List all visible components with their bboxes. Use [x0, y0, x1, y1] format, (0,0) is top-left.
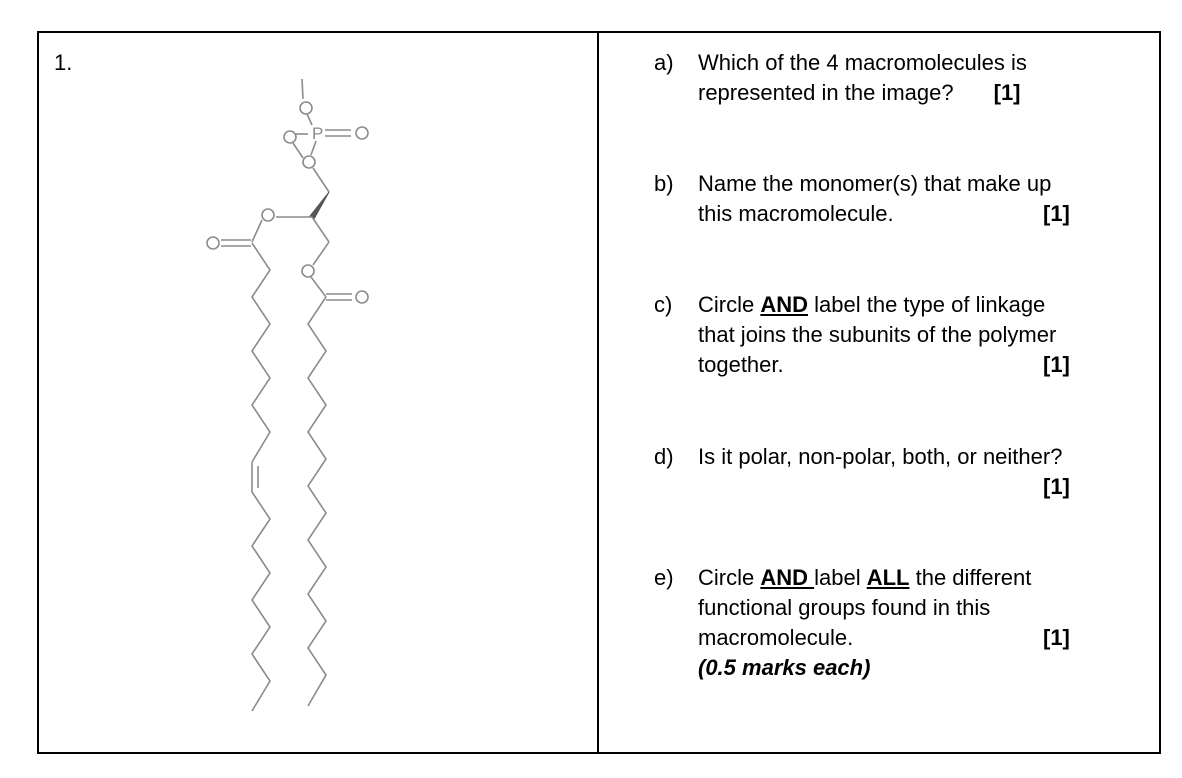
oxygen-atom — [356, 127, 368, 139]
mark-value: [1] — [993, 80, 1021, 105]
oxygen-atom — [302, 265, 314, 277]
mark-value: [1] — [1043, 352, 1070, 377]
unsaturated-fatty-acid-chain-upper — [252, 243, 270, 462]
o-carbonyl-bond — [252, 220, 262, 242]
ring-bond — [293, 143, 303, 158]
marks-note: (0.5 marks each) — [698, 655, 871, 680]
oxygen-atom — [300, 102, 312, 114]
ch2-o-bond — [313, 242, 329, 265]
question-number: 1. — [54, 50, 73, 75]
oxygen-atom — [262, 209, 274, 221]
p-o-bond — [311, 141, 316, 155]
phosphorus-atom: P — [312, 124, 324, 143]
oxygen-atom — [207, 237, 219, 249]
saturated-fatty-acid-chain — [308, 297, 326, 706]
unsaturated-fatty-acid-chain-lower — [252, 492, 270, 711]
c-ch2-bond — [312, 217, 329, 242]
wedge-bond — [310, 192, 329, 219]
mark-value: [1] — [1043, 201, 1070, 226]
o-carbonyl-bond — [311, 277, 326, 297]
oxygen-atom — [284, 131, 296, 143]
methyl-bond — [302, 79, 303, 99]
oxygen-atom — [356, 291, 368, 303]
mark-value: [1] — [1043, 625, 1070, 650]
o-ch2-bond — [313, 168, 329, 192]
oxygen-atom — [303, 156, 315, 168]
mark-value: [1] — [1043, 474, 1070, 499]
